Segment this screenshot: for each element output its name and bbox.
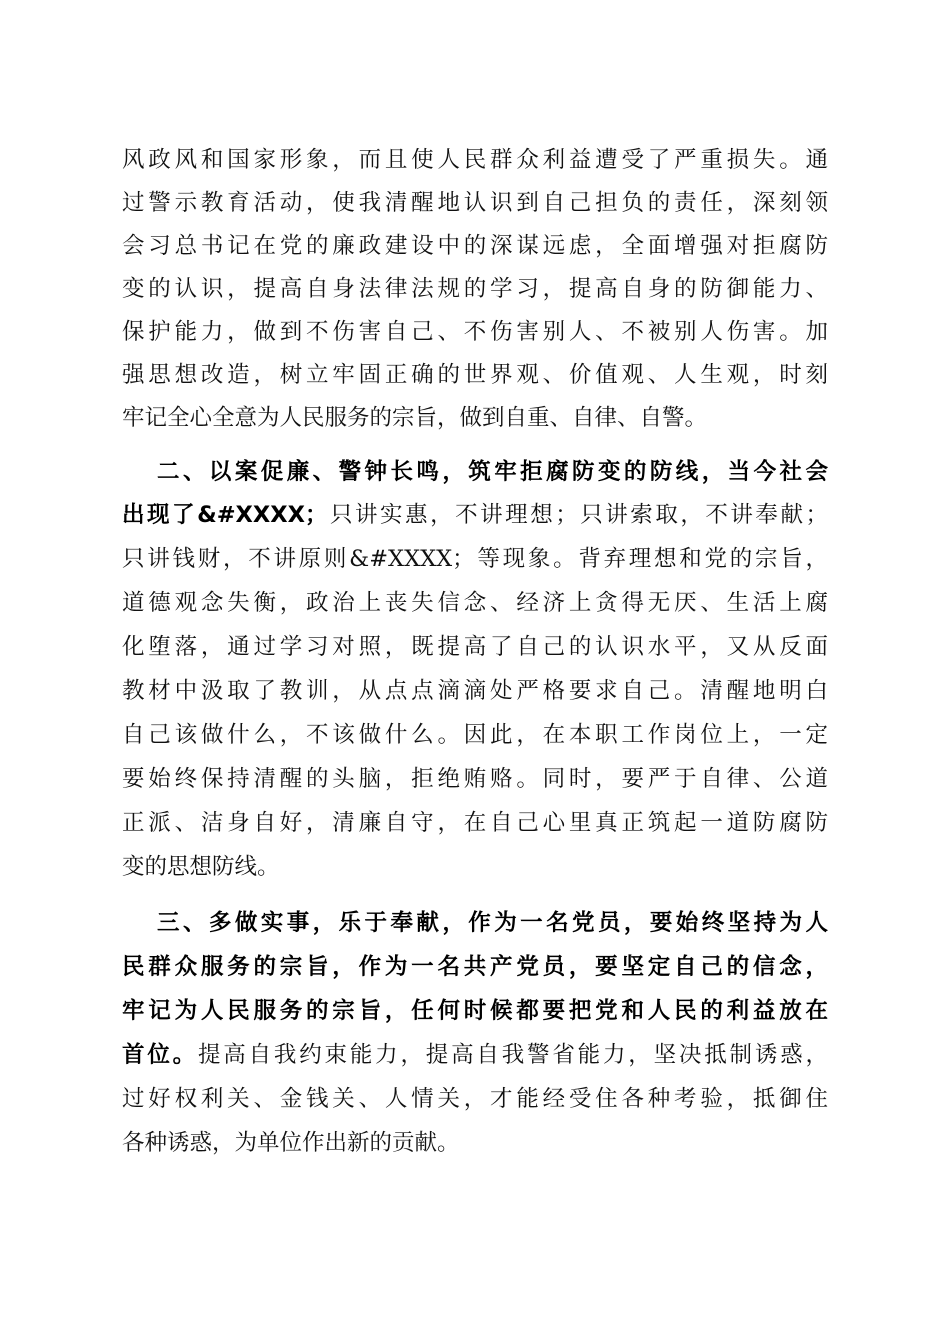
plain-text: 只讲实惠，不讲理想；只讲索取，不讲奉献； (327, 502, 828, 528)
paragraph-line: 变的思想防线。 (122, 854, 280, 880)
paragraph-line: 变的认识，提高自身法律法规的学习，提高自身的防御能力、 (122, 276, 828, 302)
paragraph-line: 要始终保持清醒的头脑，拒绝贿赂。同时，要严于自律、公道 (122, 766, 828, 792)
paragraph-line: 保护能力，做到不伤害自己、不伤害别人、不被别人伤害。加 (122, 319, 828, 345)
paragraph-line: 风政风和国家形象，而且使人民群众利益遭受了严重损失。通 (122, 147, 828, 173)
paragraph-line: 各种诱惑，为单位作出新的贡献。 (122, 1130, 460, 1156)
paragraph-line: 正派、洁身自好，清廉自守，在自己心里真正筑起一道防腐防 (122, 810, 828, 836)
paragraph-line: 会习总书记在党的廉政建设中的深谋远虑，全面增强对拒腐防 (122, 233, 828, 259)
paragraph-line: 过警示教育活动，使我清醒地认识到自己担负的责任，深刻领 (122, 190, 828, 216)
bold-text: 出现了&#XXXX； (122, 502, 328, 528)
bold-text: 首位。 (122, 1042, 198, 1068)
paragraph-line (122, 1035, 828, 1075)
paragraph-line (122, 495, 828, 535)
paragraph-line: 过好权利关、金钱关、人情关，才能经受住各种考验，抵御住 (122, 1086, 828, 1112)
section-heading-line: 二、以案促廉、警钟长鸣，筑牢拒腐防变的防线，当今社会 (157, 459, 828, 485)
section-heading-line: 三、多做实事，乐于奉献，作为一名党员，要始终坚持为人 (157, 910, 828, 936)
paragraph-line: 强思想改造，树立牢固正确的世界观、价值观、人生观，时刻 (122, 362, 828, 388)
section-heading-line: 民群众服务的宗旨，作为一名共产党员，要坚定自己的信念， (122, 954, 828, 980)
paragraph-line: 道德观念失衡，政治上丧失信念、经济上贪得无厌、生活上腐 (122, 590, 828, 616)
section-heading-line: 牢记为人民服务的宗旨，任何时候都要把党和人民的利益放在 (122, 998, 828, 1024)
paragraph-line: 化堕落，通过学习对照，既提高了自己的认识水平，又从反面 (122, 634, 828, 660)
paragraph-line: 只讲钱财，不讲原则&#XXXX；等现象。背弃理想和党的宗旨， (122, 546, 828, 572)
paragraph-line: 牢记全心全意为人民服务的宗旨，做到自重、自律、自警。 (122, 405, 708, 431)
plain-text: 提高自我约束能力，提高自我警省能力，坚决抵制诱惑， (197, 1042, 828, 1068)
paragraph-line: 自己该做什么，不该做什么。因此，在本职工作岗位上，一定 (122, 722, 828, 748)
paragraph-line: 教材中汲取了教训，从点点滴滴处严格要求自己。清醒地明白 (122, 678, 828, 704)
